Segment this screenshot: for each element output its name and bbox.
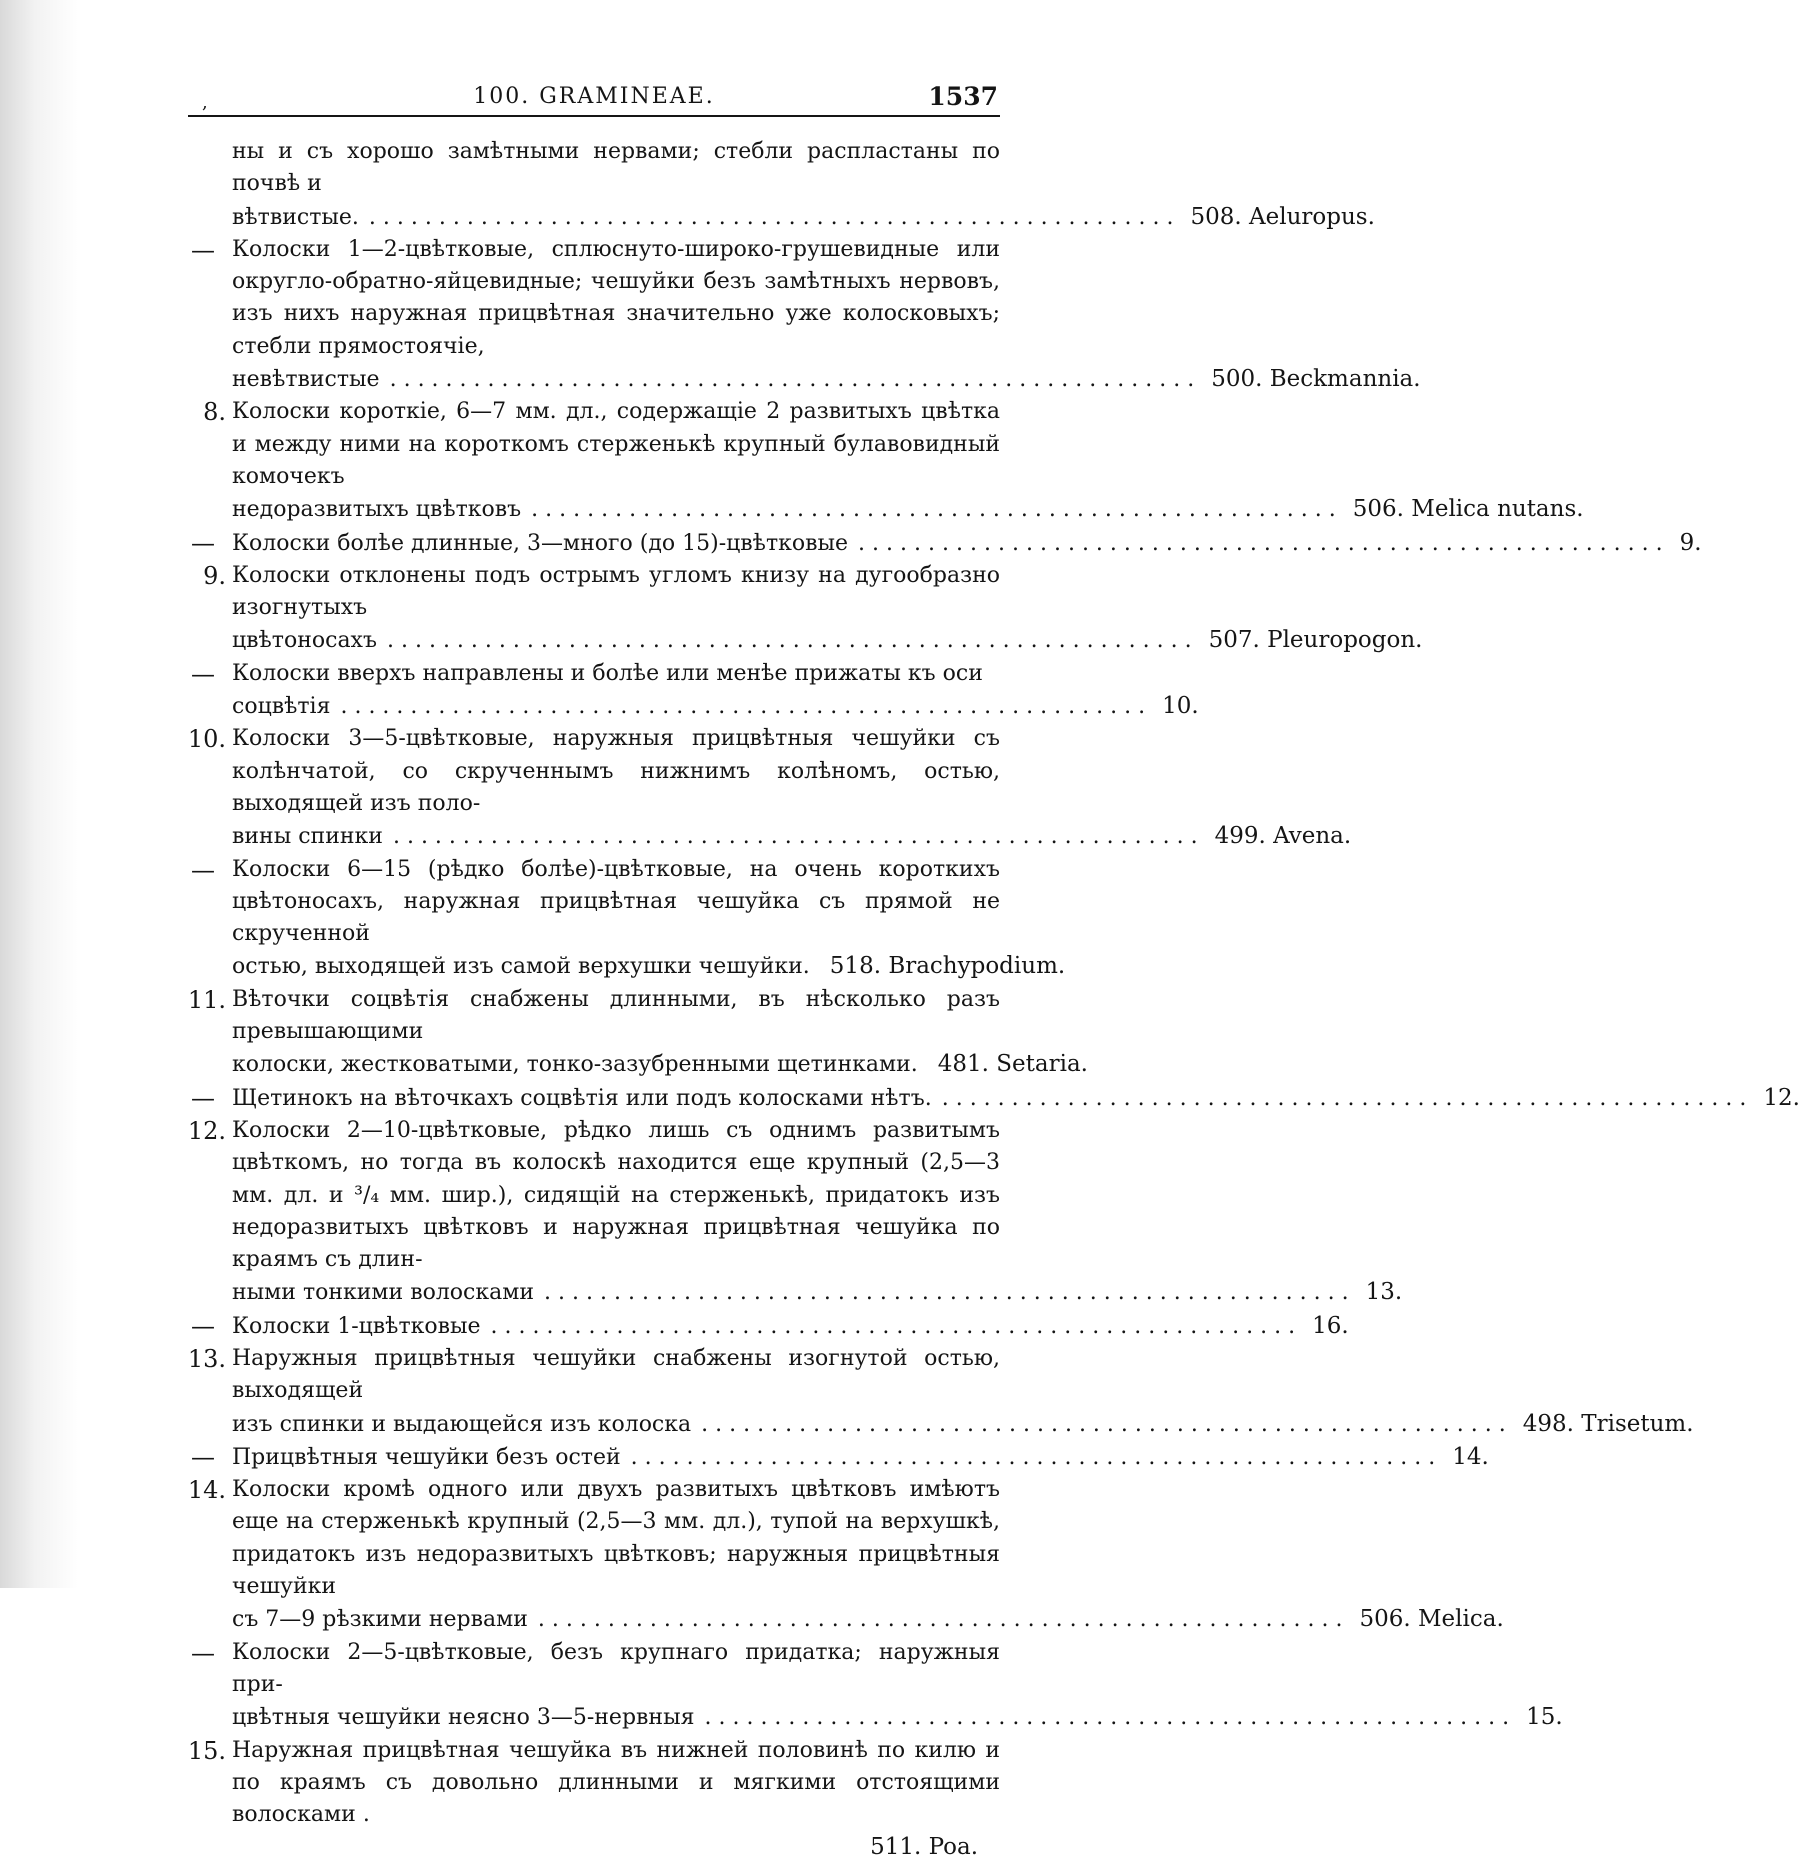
entry-lead: невѣтвистые bbox=[232, 367, 380, 393]
couplet-number: 15. bbox=[187, 1736, 226, 1765]
genus-reference: 518. Brachypodium. bbox=[829, 953, 1066, 980]
leader-dots: .......................................................... bbox=[704, 1705, 1517, 1731]
couplet-number: 12. bbox=[187, 1116, 226, 1145]
page-number: 1537 bbox=[928, 82, 998, 111]
couplet-number: 9. bbox=[203, 561, 226, 590]
couplet-dash: — bbox=[191, 528, 215, 557]
genus-reference: 508. Aeluropus. bbox=[1190, 203, 1375, 230]
entry-lead: вины спинки bbox=[232, 824, 383, 850]
entry-lead: колоски, жестковатыми, тонко-зазубренными щетинками. bbox=[232, 1052, 918, 1078]
leader-dots: .......................................................... bbox=[701, 1411, 1513, 1437]
entry-lead: недоразвитыхъ цвѣтковъ bbox=[232, 497, 522, 523]
couplet-dash: — bbox=[191, 1311, 215, 1340]
genus-reference: 506. Melica. bbox=[1359, 1606, 1504, 1633]
entry-result bbox=[232, 1441, 1489, 1474]
page-gutter-shadow bbox=[0, 0, 78, 1588]
leader-dots: .......................................................... bbox=[941, 1085, 1754, 1111]
entry-text-span: Наружная прицвѣтная чешуйка въ нижней половинѣ по килю и по краямъ съ довольно длинными и мягкими отстоящими волосками bbox=[232, 1737, 1000, 1828]
entry-lead: соцвѣтія bbox=[232, 694, 331, 720]
leader-dots: .......................................................... bbox=[537, 1607, 1350, 1633]
leader-dots: .......................................................... bbox=[392, 824, 1205, 850]
entry-result bbox=[232, 690, 1199, 723]
entry-text: Колоски вверхъ направлены и болѣе или менѣе прижаты къ оси bbox=[232, 660, 983, 686]
couplet-reference: 10. bbox=[1162, 693, 1199, 720]
leader-dots: .......................................................... bbox=[531, 497, 1343, 523]
entry-text: Колоски отклонены подъ острымъ угломъ книзу на дугообразно изогнутыхъ bbox=[232, 562, 1000, 621]
couplet-number: 8. bbox=[203, 398, 226, 427]
key-entry bbox=[180, 136, 1375, 234]
couplet-reference: 12. bbox=[1763, 1084, 1800, 1111]
entry-lead: остью, выходящей изъ самой верхушки чешуйки. bbox=[232, 954, 810, 980]
entry-lead: Щетинокъ на вѣточкахъ соцвѣтія или подъ колосками нѣтъ. bbox=[232, 1085, 932, 1111]
key-entry bbox=[180, 560, 1423, 658]
entry-text: Колоски 3—5-цвѣтковые, наружныя прицвѣтныя чешуйки съ колѣнчатой, со скрученнымъ нижнимъ колѣномъ, остью, выходящей изъ поло- bbox=[232, 726, 1000, 816]
couplet-number: 13. bbox=[187, 1344, 226, 1373]
key-entry bbox=[180, 1735, 1000, 1832]
couplet-number: 14. bbox=[187, 1476, 226, 1505]
leader-dots: .......................................................... bbox=[340, 694, 1153, 720]
key-entry bbox=[180, 1474, 1504, 1636]
couplet-dash: — bbox=[191, 659, 215, 688]
entry-result bbox=[232, 1310, 1349, 1343]
leader-dots: .......................................................... bbox=[544, 1280, 1356, 1306]
couplet-dash: — bbox=[191, 235, 215, 264]
leader-dots: .......................................................... bbox=[630, 1444, 1443, 1470]
entry-text: Вѣточки соцвѣтія снабжены длинными, въ нѣсколько разъ превышающими bbox=[232, 986, 1000, 1045]
entry-lead: цвѣтоносахъ bbox=[232, 628, 377, 654]
couplet-reference: 15. bbox=[1526, 1704, 1563, 1731]
entry-lead: Колоски 1-цвѣтковые bbox=[232, 1313, 481, 1339]
leader-dots: .......................................................... bbox=[389, 367, 1202, 393]
genus-reference: 506. Melica nutans. bbox=[1352, 496, 1584, 523]
entry-text: ны и съ хорошо замѣтными нервами; стебли распластаны по почвѣ и bbox=[232, 139, 1000, 197]
entry-result bbox=[232, 201, 1375, 234]
key-entry bbox=[180, 723, 1352, 853]
genus-reference: 499. Avena. bbox=[1214, 823, 1352, 850]
key-entry bbox=[180, 1115, 1403, 1310]
entry-result bbox=[232, 1048, 1088, 1081]
key-entry bbox=[180, 658, 1199, 724]
entry-text: Колоски короткіе, 6—7 мм. дл., содержащіе 2 развитыхъ цвѣтка и между ними на короткомъ стерженькѣ крупный булавовидный комочекъ bbox=[232, 399, 1000, 489]
header-rule bbox=[188, 115, 1000, 117]
entry-lead: цвѣтныя чешуйки неясно 3—5-нервныя bbox=[232, 1705, 695, 1731]
entry-text: Колоски кромѣ одного или двухъ развитыхъ цвѣтковъ имѣютъ еще на стерженькѣ крупный (2,5—3 мм. дл.), тупой на верхушкѣ, придатокъ изъ недоразвитыхъ цвѣтковъ; наружныя прицвѣтныя чешуйки bbox=[232, 1477, 1000, 1600]
entry-text: Колоски 2—10-цвѣтковые, рѣдко лишь съ однимъ развитымъ цвѣткомъ, но тогда въ колоскѣ находится еще крупный (2,5—3 мм. дл. и ³/₄ мм. шир.), сидящій на стерженькѣ, придатокъ изъ недоразвитыхъ цвѣтковъ и наружная прицвѣтная чешуйка по краямъ съ длин- bbox=[232, 1117, 1000, 1273]
key-entry bbox=[180, 234, 1421, 396]
genus-reference: 498. Trisetum. bbox=[1522, 1410, 1694, 1437]
couplet-number: 11. bbox=[187, 985, 226, 1014]
couplet-number: 10. bbox=[187, 725, 226, 754]
key-entry bbox=[180, 1343, 1694, 1441]
couplet-reference: 13. bbox=[1365, 1279, 1403, 1306]
entry-lead: вѣтвистые. bbox=[232, 204, 359, 230]
genus-reference: 500. Beckmannia. bbox=[1211, 366, 1421, 393]
key-entry bbox=[180, 527, 1702, 560]
key-entry bbox=[180, 1441, 1489, 1474]
entry-result bbox=[232, 1701, 1563, 1734]
entry-result bbox=[232, 363, 1421, 396]
entry-text: Колоски 1—2-цвѣтковые, сплюснуто-широко-грушевидные или округло-обратно-яйцевидные; чешуйки безъ замѣтныхъ нервовъ, изъ нихъ наружная прицвѣтная значительно уже колосковыхъ; стебли прямостоячіе, bbox=[232, 236, 1000, 359]
entry-text: Колоски 2—5-цвѣтковые, безъ крупнаго придатка; наружныя при- bbox=[232, 1639, 1000, 1697]
couplet-dash: — bbox=[191, 855, 215, 884]
header-mark: , bbox=[202, 92, 208, 113]
entry-lead: изъ спинки и выдающейся изъ колоска bbox=[232, 1411, 692, 1437]
couplet-reference: 14. bbox=[1452, 1443, 1489, 1470]
entry-result bbox=[232, 950, 1066, 983]
key-entry bbox=[180, 1310, 1349, 1343]
couplet-dash: — bbox=[191, 1083, 215, 1112]
couplet-dash: — bbox=[191, 1442, 215, 1471]
entry-result bbox=[232, 1082, 1800, 1115]
entry-result bbox=[232, 624, 1423, 657]
entry-lead: Прицвѣтныя чешуйки безъ остей bbox=[232, 1444, 621, 1470]
leader-dots: .......................................................... bbox=[386, 628, 1199, 654]
final-genus-reference: 511. Poa. bbox=[870, 1834, 978, 1861]
leader-dots: .......................................................... bbox=[368, 204, 1181, 230]
header-title: 100. GRAMINEAE. bbox=[473, 84, 715, 109]
entry-text: Наружныя прицвѣтныя чешуйки снабжены изогнутой остью, выходящей bbox=[232, 1345, 1000, 1404]
leader-dots: .......................................................... bbox=[490, 1313, 1303, 1339]
genus-reference: 507. Pleuropogon. bbox=[1208, 627, 1423, 654]
key-entry bbox=[180, 1082, 1800, 1115]
key-entry bbox=[180, 1637, 1563, 1735]
entry-lead: съ 7—9 рѣзкими нервами bbox=[232, 1607, 528, 1633]
genus-reference: 481. Setaria. bbox=[937, 1051, 1088, 1078]
couplet-reference: 9. bbox=[1679, 529, 1702, 556]
key-entry bbox=[180, 984, 1088, 1082]
entry-lead: Колоски болѣе длинные, 3—много (до 15)-цвѣтковые bbox=[232, 530, 849, 556]
entry-result bbox=[232, 493, 1584, 526]
key-entry bbox=[180, 854, 1066, 984]
entry-result bbox=[232, 527, 1702, 560]
key-text bbox=[180, 136, 1800, 1864]
entry-lead: ными тонкими волосками bbox=[232, 1280, 535, 1306]
couplet-reference: 16. bbox=[1312, 1312, 1349, 1339]
key-entry bbox=[180, 396, 1584, 526]
entry-text: Наружная прицвѣтная чешуйка въ нижней половинѣ по килю и по краямъ съ довольно длинными и мягкими отстоящими волосками . bbox=[232, 1737, 1000, 1828]
entry-text: Колоски 6—15 (рѣдко болѣе)-цвѣтковые, на очень короткихъ цвѣтоносахъ, наружная прицвѣтная чешуйка съ прямой не скрученной bbox=[232, 856, 1000, 947]
couplet-dash: — bbox=[191, 1638, 215, 1667]
leader-dots: .......................................................... bbox=[858, 530, 1670, 556]
entry-result bbox=[232, 1408, 1694, 1441]
entry-result bbox=[232, 1276, 1403, 1309]
running-header bbox=[188, 78, 1000, 118]
entry-result bbox=[232, 1603, 1504, 1636]
entry-result bbox=[232, 820, 1352, 853]
